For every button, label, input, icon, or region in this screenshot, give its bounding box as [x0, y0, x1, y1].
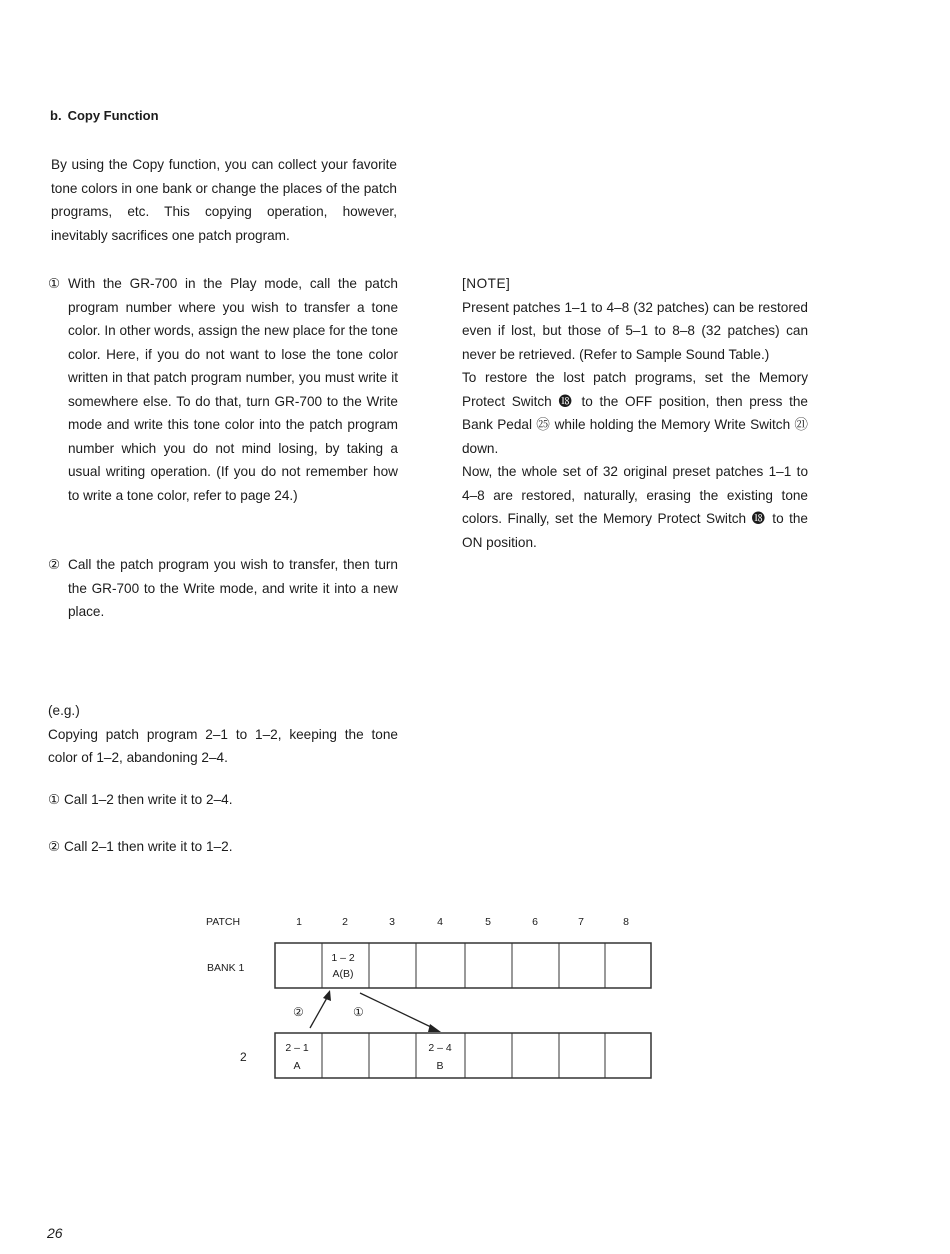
column-number: 4 [437, 916, 443, 928]
section-title: Copy Function [67, 108, 159, 123]
note-paragraph-1: Present patches 1–1 to 4–8 (32 patches) can be restored even if lost, but those of 5–1 to 8–8 (32 patches) can never be retrieved. (Refer to Sample Sound Table.) [462, 299, 808, 362]
note-title: [NOTE] [462, 276, 511, 291]
note-paragraph-3: Now, the whole set of 32 original preset patches 1–1 to 4–8 are restored, naturally, erasing the existing tone colors. Finally, set the Memory Protect Switch ⓲ to the ON position. [462, 464, 808, 550]
example-step-1: ① Call 1–2 then write it to 2–4. [48, 792, 233, 807]
column-number: 8 [623, 916, 629, 928]
cell-2-4-top: 2 – 4 [428, 1042, 452, 1054]
cell-2-4-bottom: B [436, 1060, 444, 1072]
arrow-2-line [310, 996, 328, 1028]
step-2-number: ② [48, 557, 61, 572]
bank-2-row [275, 1033, 651, 1078]
column-number: 3 [389, 916, 395, 928]
step-1 [48, 272, 398, 507]
step-1-number: ① [48, 276, 61, 291]
arrow-1-head [428, 1024, 441, 1032]
patch-label: PATCH [206, 916, 241, 928]
step-1-text: With the GR-700 in the Play mode, call the patch program number where you wish to transfer a tone color. In other words, assign the new place for the tone color. Here, if you do not want to lose the tone color written in that patch program number, you must write it somewhere else. To do that, turn GR-700 to the Write mode and write this tone color into the patch program number which you do not mind losing, by taking a usual writing operation. (If you do not remember how to write a tone color, refer to page 24.) [68, 276, 398, 503]
example-block [48, 699, 398, 770]
section-prefix: b. [50, 108, 62, 123]
column-number: 6 [532, 916, 538, 928]
arrow-2-label: ② [293, 1005, 304, 1019]
arrow-2-head [323, 990, 331, 1001]
arrow-1-line [360, 993, 433, 1028]
cell-2-1-top: 2 – 1 [285, 1042, 309, 1054]
section-heading [50, 108, 159, 123]
column-number: 1 [296, 916, 302, 928]
example-step-2: ② Call 2–1 then write it to 1–2. [48, 839, 233, 854]
cell-1-2-bottom: A(B) [332, 968, 354, 980]
bank-2-label: 2 [240, 1050, 247, 1064]
step-2-text: Call the patch program you wish to transfer, then turn the GR-700 to the Write mode, and write it into a new place. [68, 557, 398, 619]
step-2 [48, 553, 398, 624]
arrow-1-label: ① [353, 1005, 364, 1019]
note-block [462, 272, 808, 554]
example-description: Copying patch program 2–1 to 1–2, keeping the tone color of 1–2, abandoning 2–4. [48, 726, 398, 765]
column-number: 2 [342, 916, 348, 928]
note-paragraph-2: To restore the lost patch programs, set the Memory Protect Switch ⓲ to the OFF position, then press the Bank Pedal ㉕ while holding the Memory Write Switch ㉑ down. [462, 370, 808, 456]
column-number: 7 [578, 916, 584, 928]
cell-2-1-bottom: A [293, 1060, 301, 1072]
bank-1-label: BANK 1 [207, 962, 245, 974]
column-number: 5 [485, 916, 491, 928]
page-number: 26 [47, 1225, 63, 1241]
intro-paragraph: By using the Copy function, you can collect your favorite tone colors in one bank or change the places of the patch programs, etc. This copying operation, however, inevitably sacrifices one patch program. [51, 157, 397, 243]
example-label: (e.g.) [48, 703, 80, 718]
cell-1-2-top: 1 – 2 [331, 952, 355, 964]
